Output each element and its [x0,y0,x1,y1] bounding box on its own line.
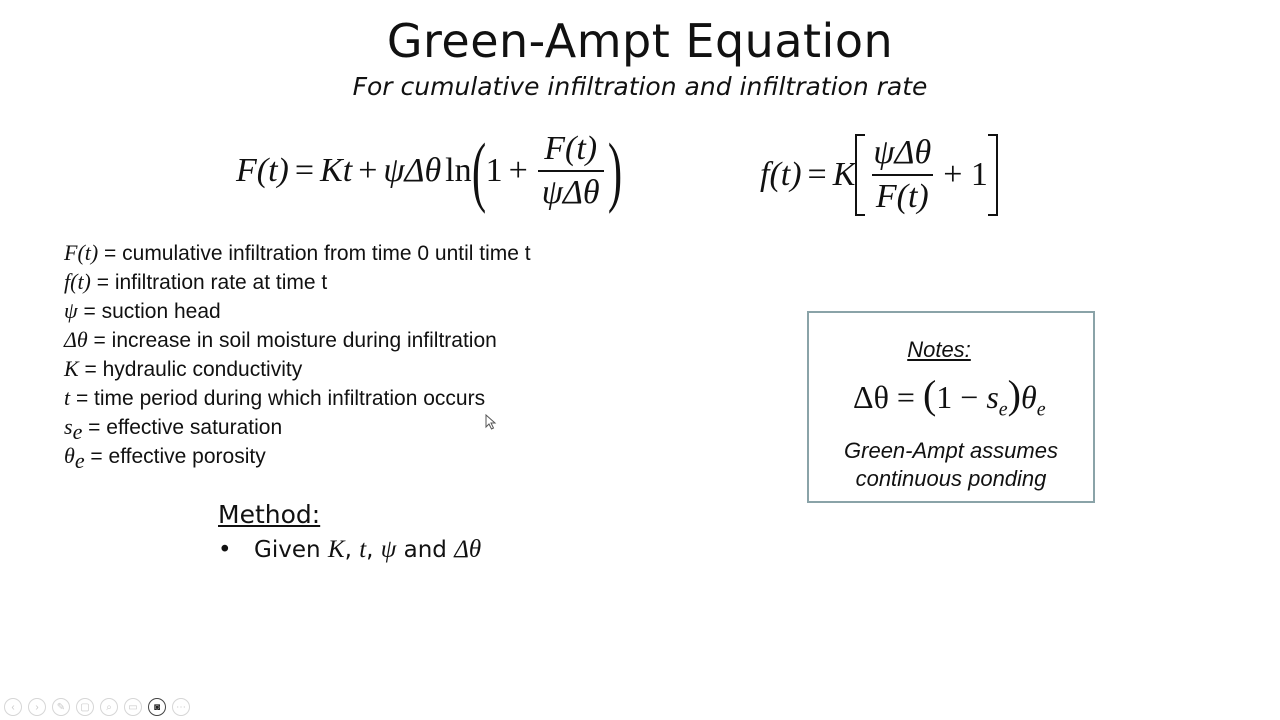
definition-item [64,325,531,354]
eq1-dtheta: Δθ [404,152,442,189]
definition-item [64,383,531,412]
eq1-plus: + [358,152,378,189]
definition-symbol: K [64,356,79,381]
method-item-prefix: Given [254,537,328,563]
back-icon[interactable]: ‹ [4,698,22,716]
definition-symbol: Δθ [64,327,88,352]
definition-text: = time period during which infiltration occurs [70,387,486,410]
definition-text: = infiltration rate at time t [90,271,328,294]
definition-item [64,238,531,267]
eq1-ln: ln [445,152,472,189]
notes-eq-s: s [986,379,999,415]
notes-box [807,311,1095,503]
eq2-numerator: ψΔθ [873,134,932,171]
subtitles-icon[interactable]: ▭ [124,698,142,716]
definition-symbol: F(t) [64,240,99,265]
notes-eq-s-sub: e [998,398,1008,421]
notes-eq-paren: ( [922,372,937,417]
definition-item [64,412,531,445]
notes-eq-theta: θ [1021,379,1037,415]
method-and: and [396,537,455,563]
definition-item [64,354,531,383]
eq2-plus-one: + 1 [943,156,988,193]
variable-definitions [64,238,531,474]
eq2-fraction [869,134,935,216]
eq1-fraction [538,130,604,212]
eq1-denominator: ψΔθ [538,170,604,212]
notes-title: Notes: [907,337,971,362]
slides-icon[interactable]: ▢ [76,698,94,716]
slideshow-toolbar [4,698,190,716]
eq2-bracket [855,134,997,216]
method-sym-t: t [359,536,367,563]
eq2-K: K [832,156,856,193]
definition-text: = cumulative infiltration from time 0 until time t [98,242,531,265]
forward-icon[interactable]: › [28,698,46,716]
definition-item [64,296,531,325]
notes-eq-lhs: Δθ = [853,379,923,415]
method-sym-K: K [327,536,345,563]
notes-text-line: Green-Ampt assumes [844,438,1058,463]
definition-item [64,267,531,296]
method-sym-dtheta: Δθ [454,536,482,563]
mouse-cursor-icon [485,414,497,430]
slide-subtitle: For cumulative infiltration and infiltration rate [352,72,928,101]
eq2-lhs: f(t) [760,156,802,193]
eq1-lhs: F(t) [236,152,289,189]
method-sym-psi: ψ [380,536,397,563]
definition-text: = effective porosity [84,445,266,468]
definition-symbol: f(t) [64,269,91,294]
eq1-K: K [320,152,343,189]
notes-text [809,437,1093,493]
definition-symbol: t [64,385,71,410]
definition-text: = hydraulic conductivity [78,358,303,381]
notes-eq-paren: ) [1007,372,1021,417]
definition-text: = suction head [77,300,221,323]
definition-subscript: e [72,419,83,445]
bullet: • [218,537,232,563]
definition-subscript: e [74,448,85,474]
pen-icon[interactable]: ✎ [52,698,70,716]
definition-symbol: θ [64,443,75,468]
infiltration-rate-equation: f(t) = K $\frac{\text{ψΔθ}}{F(t)}$ + 1 [760,134,998,216]
definition-text: = increase in soil moisture during infiltration [87,329,497,352]
slide-title: Green-Ampt Equation [386,14,894,68]
method-heading: Method: [218,500,321,529]
eq1-psi: ψ [383,152,405,189]
method-sep: , [366,537,381,563]
definition-item [64,441,531,474]
definition-symbol: ψ [64,298,78,323]
notes-eq-one-minus: 1 − [936,379,987,415]
cumulative-infiltration-equation: F(t) = K t + ψ Δθ ln ( 1 + $\frac{F(t)}{\text{ψΔθ}}$ ) [236,127,622,214]
notes-text-line: continuous ponding [855,466,1047,491]
more-icon[interactable]: ⋯ [172,698,190,716]
definition-text: = effective saturation [82,416,283,439]
method-list [218,536,481,564]
zoom-icon[interactable]: ⌕ [100,698,118,716]
eq1-numerator: F(t) [544,130,598,167]
eq1-t: t [342,152,353,189]
eq2-denominator: F(t) [872,174,933,216]
notes-equation [853,371,1046,421]
camera-icon[interactable]: ◙ [148,698,166,716]
eq1-one: 1 [485,152,503,189]
method-sep: , [344,537,360,563]
definition-symbol: s [64,414,73,439]
notes-eq-theta-sub: e [1036,398,1046,421]
